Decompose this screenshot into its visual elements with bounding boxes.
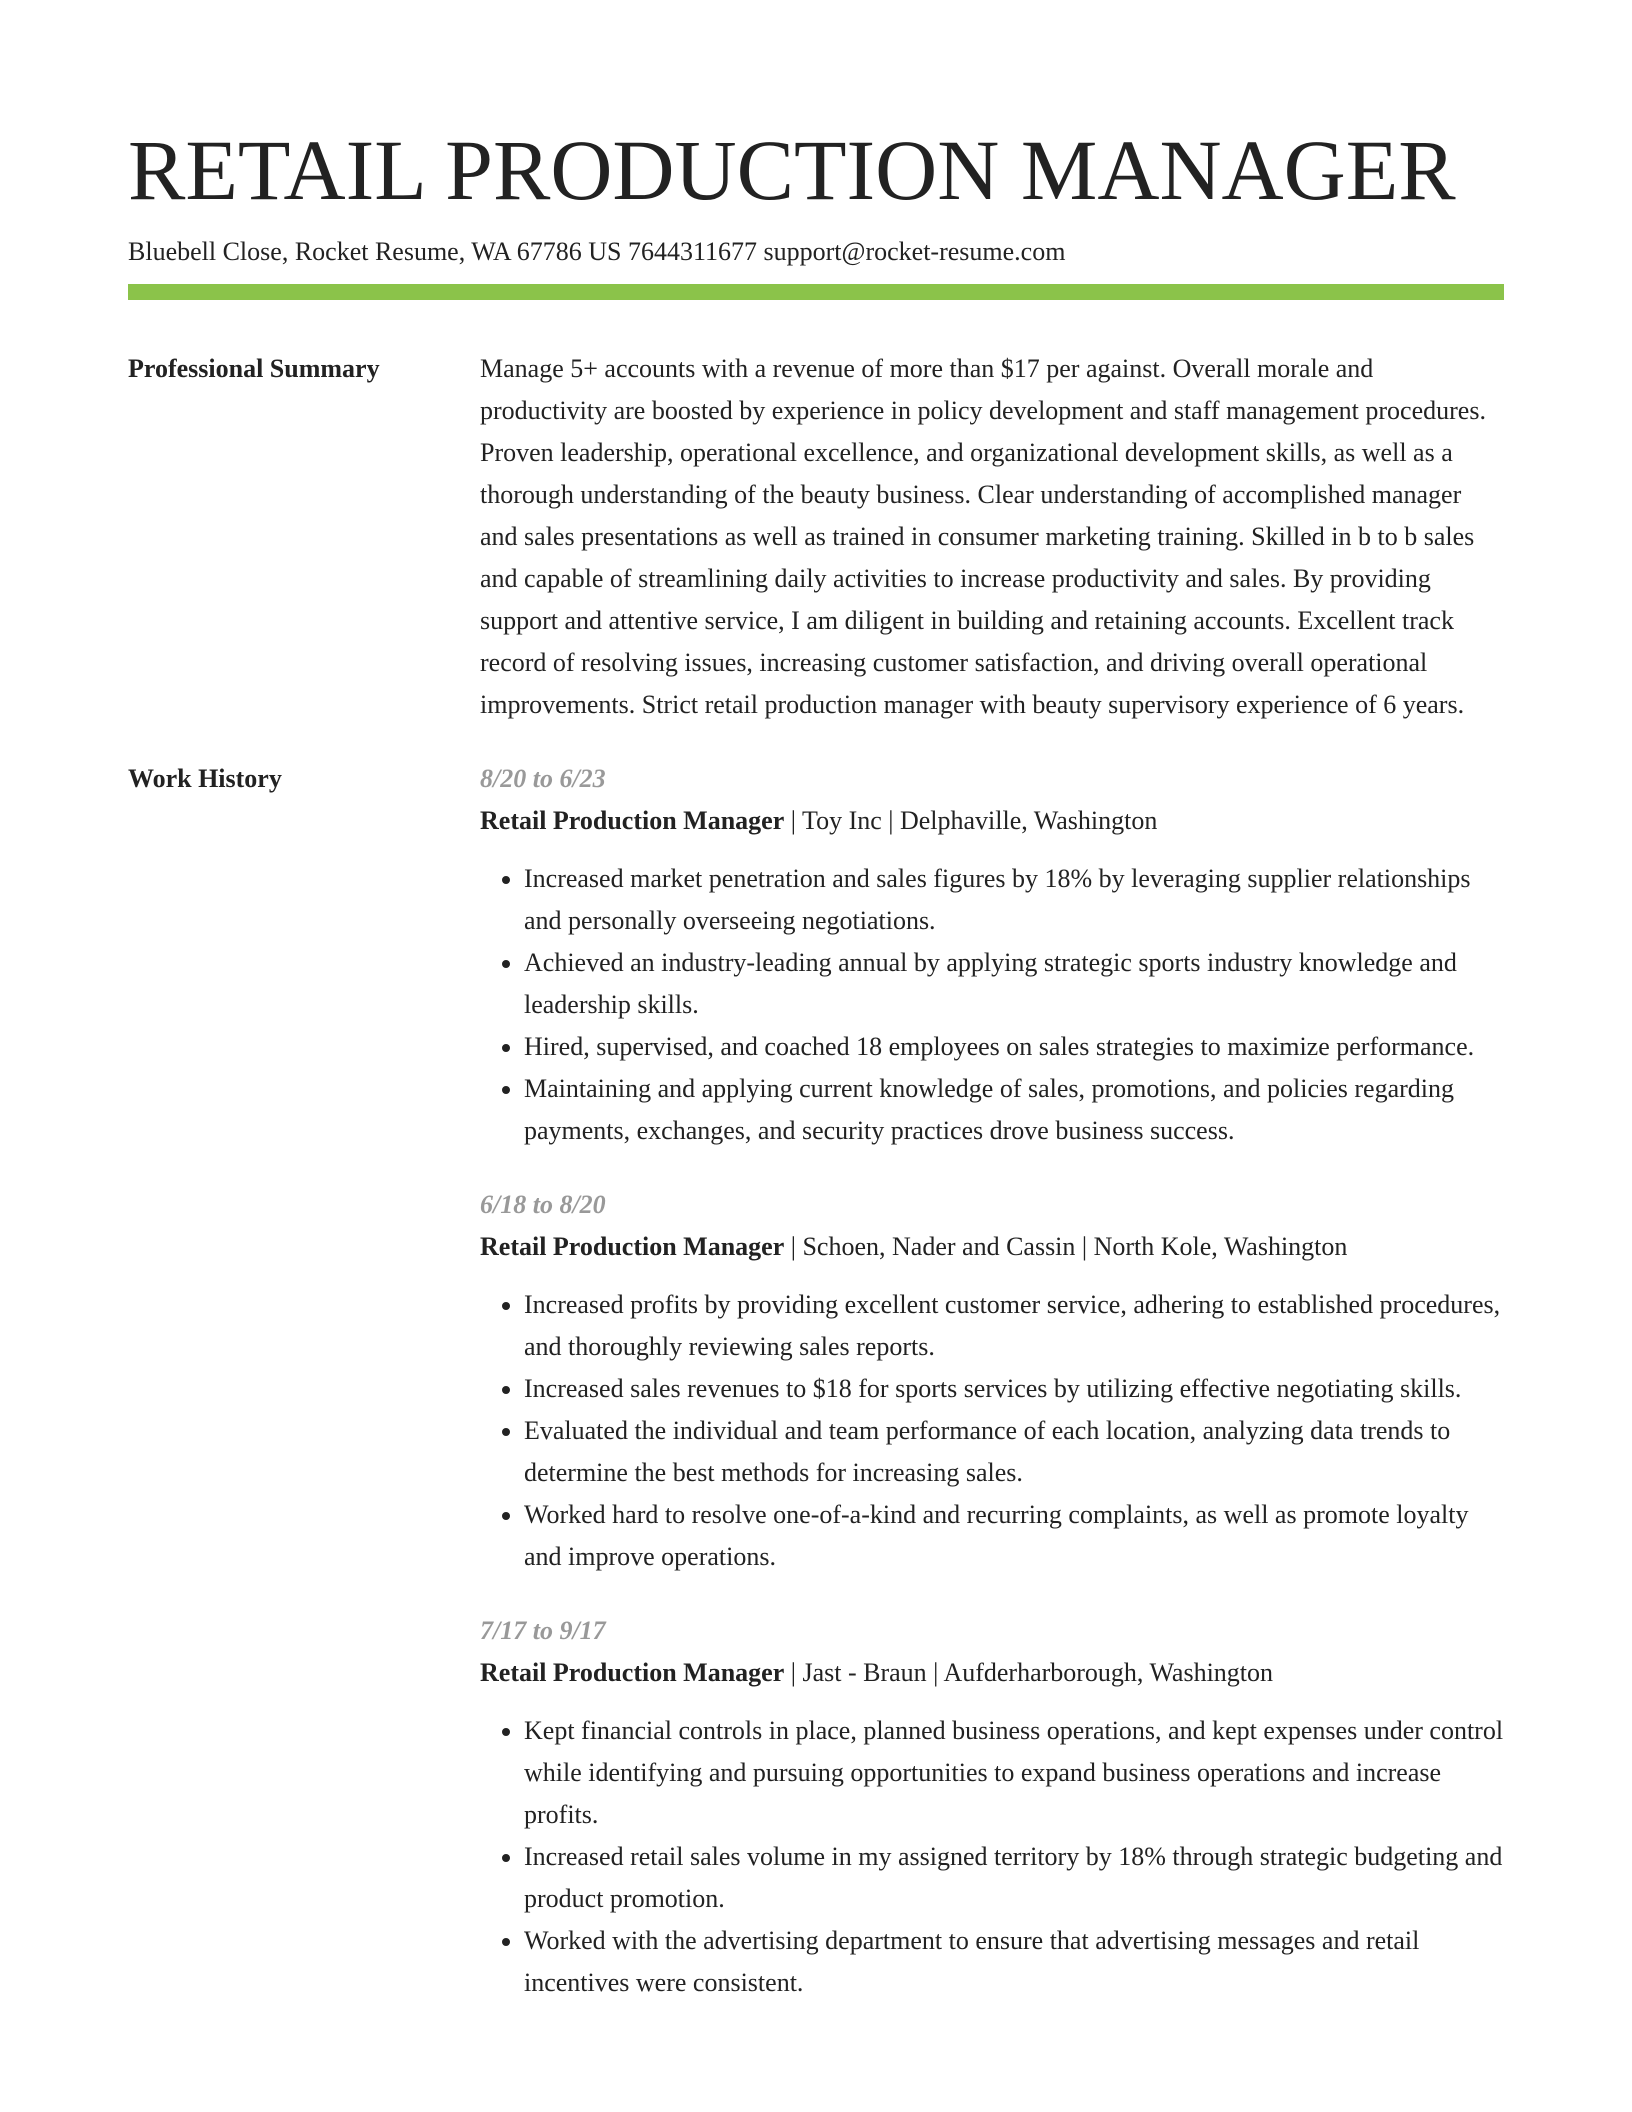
job-details: | Jast - Braun | Aufderharborough, Washington bbox=[784, 1658, 1274, 1687]
resume-page bbox=[128, 0, 1504, 2036]
job-bullet: • Worked with the advertising department to ensure that advertising messages and retail incentives were consistent. bbox=[524, 1920, 1504, 2004]
job-role: Retail Production Manager bbox=[480, 1658, 785, 1687]
job-role: Retail Production Manager bbox=[480, 806, 785, 835]
job-dates: 6/18 to 8/20 bbox=[480, 1190, 606, 1219]
contact-line: Bluebell Close, Rocket Resume, WA 67786 US 7644311677 support@rocket-resume.com bbox=[128, 237, 1066, 266]
job-bullet: • Achieved an industry-leading annual by applying strategic sports industry knowledge and leadership skills. bbox=[524, 942, 1504, 1026]
job-bullet: • Increased market penetration and sales figures by 18% by leveraging supplier relationships and personally overseeing negotiations. bbox=[524, 858, 1504, 942]
job-bullet: • Evaluated the individual and team performance of each location, analyzing data trends to determine the best methods for increasing sales. bbox=[524, 1410, 1504, 1494]
professional-summary-section bbox=[128, 348, 1504, 726]
job-role: Retail Production Manager bbox=[480, 1232, 785, 1261]
job-details: | Schoen, Nader and Cassin | North Kole, Washington bbox=[784, 1232, 1348, 1261]
job-bullet: • Increased profits by providing excellent customer service, adhering to established procedures, and thoroughly reviewing sales reports. bbox=[524, 1284, 1504, 1368]
job-bullet: • Increased retail sales volume in my assigned territory by 18% through strategic budgeting and product promotion. bbox=[524, 1836, 1504, 1920]
job-heading bbox=[480, 800, 1504, 842]
job-entry bbox=[480, 1184, 1504, 1578]
work-body bbox=[480, 758, 1504, 2036]
summary-body bbox=[480, 348, 1504, 726]
job-heading bbox=[480, 1226, 1504, 1268]
job-details: | Toy Inc | Delphaville, Washington bbox=[784, 806, 1158, 835]
section-label-work: Work History bbox=[128, 764, 282, 793]
job-dates: 7/17 to 9/17 bbox=[480, 1616, 606, 1645]
job-bullet: • Maintaining and applying current knowledge of sales, promotions, and policies regarding payments, exchanges, and security practices drove business success. bbox=[524, 1068, 1504, 1152]
job-bullet: • Kept financial controls in place, planned business operations, and kept expenses under control while identifying and pursuing opportunities to expand business operations and increase profits. bbox=[524, 1710, 1504, 1836]
job-dates: 8/20 to 6/23 bbox=[480, 764, 606, 793]
job-bullet-list bbox=[480, 858, 1504, 1152]
accent-divider bbox=[128, 284, 1504, 300]
job-heading bbox=[480, 1652, 1504, 1694]
job-bullet-list bbox=[480, 1710, 1504, 2004]
job-bullet: • Worked hard to resolve one-of-a-kind and recurring complaints, as well as promote loyalty and improve operations. bbox=[524, 1494, 1504, 1578]
job-bullet: • Increased sales revenues to $18 for sports services by utilizing effective negotiating skills. bbox=[524, 1368, 1504, 1410]
job-bullet-list bbox=[480, 1284, 1504, 1578]
job-entry bbox=[480, 1610, 1504, 2004]
job-bullet: • Hired, supervised, and coached 18 employees on sales strategies to maximize performance. bbox=[524, 1026, 1504, 1068]
summary-text: Manage 5+ accounts with a revenue of more than $17 per against. Overall morale and productivity are boosted by experience in policy development and staff management procedures. Proven leadership, operational excellence, and organizational development skills, as well as a thorough understanding of the beauty business. Clear understanding of accomplished manager and sales presentations as well as trained in consumer marketing training. Skilled in b to b sales and capable of streamlining daily activities to increase productivity and sales. By providing support and attentive service, I am diligent in building and retaining accounts. Excellent track record of resolving issues, increasing customer satisfaction, and driving overall operational improvements. Strict retail production manager with beauty supervisory experience of 6 years. bbox=[480, 354, 1486, 719]
section-label-summary: Professional Summary bbox=[128, 354, 380, 383]
resume-title: RETAIL PRODUCTION MANAGER bbox=[128, 122, 1456, 218]
job-entry bbox=[480, 758, 1504, 1152]
work-history-section bbox=[128, 758, 1504, 2036]
